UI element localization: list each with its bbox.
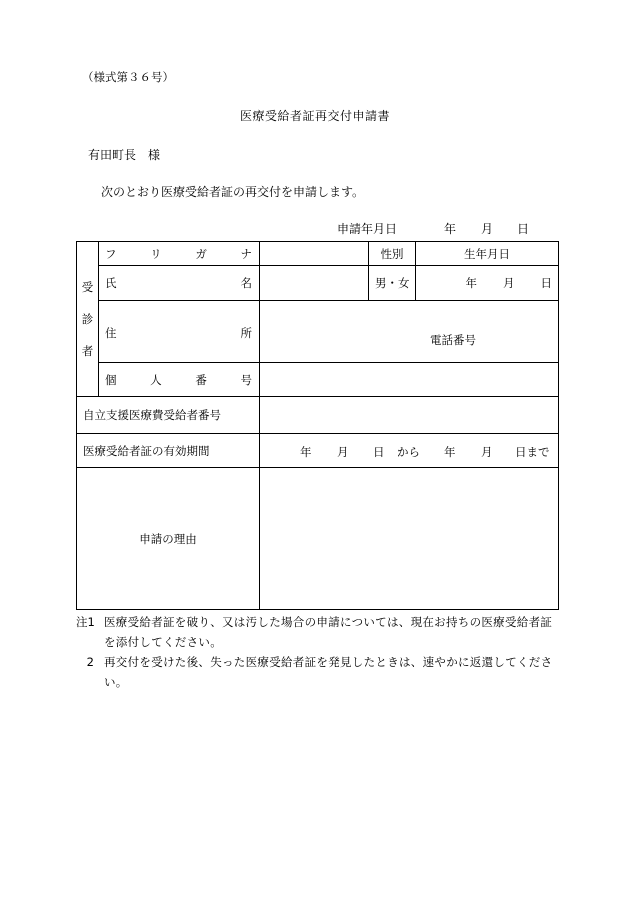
patient-group-char: 受 [81,280,94,294]
form-title: 医療受給者証再交付申請書 [239,109,390,123]
patient-group-label [77,242,99,397]
addressee: 有田町長 様 [88,148,161,162]
note-text: 医療受給者証を破り、又は汚した場合の申請については、現在お持ちの医療受給者証を添付してください。 [104,615,553,649]
note-text: 再交付を受けた後、失った医療受給者証を発見したときは、速やかに返還してください。 [104,655,553,689]
phone-label: 電話番号 [430,333,476,347]
validity-label: 医療受給者証の有効期間 [77,434,260,468]
application-form-table [76,241,559,610]
note-number: 注1 [76,615,95,629]
reason-field[interactable] [260,468,559,610]
reason-label: 申請の理由 [77,468,260,610]
form-number: （様式第３６号） [82,70,174,84]
validity-field[interactable]: 年 月 日 から 年 月 日まで [260,434,559,468]
note-number: 2 [86,655,94,669]
name-label: 氏 名 [99,266,260,301]
id-number-row [77,363,559,397]
reason-row [77,468,559,610]
patient-group-char: 診 [81,312,94,326]
validity-row [77,434,559,468]
recipient-number-label: 自立支援医療費受給者番号 [77,397,260,434]
furigana-field[interactable] [260,242,369,266]
sex-value[interactable]: 男・女 [369,266,416,301]
recipient-number-row [77,397,559,434]
furigana-row [77,242,559,266]
dob-label: 生年月日 [416,242,559,266]
patient-group-char: 者 [81,344,94,358]
name-field[interactable] [260,266,369,301]
dob-field[interactable]: 年 月 日 [416,266,559,301]
furigana-label: フ リ ガ ナ [99,242,260,266]
sex-label: 性別 [369,242,416,266]
address-row [77,301,559,363]
application-date-label: 申請年月日 [337,222,398,236]
name-row [77,266,559,301]
recipient-number-field[interactable] [260,397,559,434]
note-item [76,652,560,692]
notes [76,612,560,692]
address-field[interactable] [260,301,559,363]
application-date-month: 月 [481,222,494,236]
id-number-label: 個 人 番 号 [99,363,260,397]
intro-text: 次のとおり医療受給者証の再交付を申請します。 [101,185,365,199]
address-label: 住 所 [99,301,260,363]
note-item [76,612,560,652]
application-date-day: 日 [517,222,530,236]
application-date-year: 年 [444,222,457,236]
id-number-field[interactable] [260,363,559,397]
